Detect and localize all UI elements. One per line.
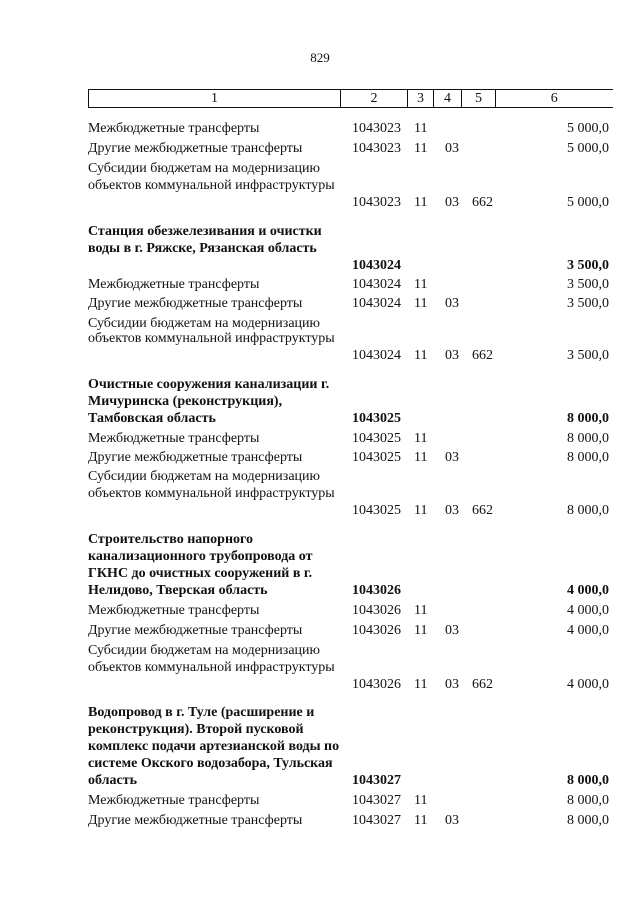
row-section: 11 [414, 503, 428, 518]
row-expense-type: 662 [472, 677, 493, 692]
row-section: 11 [414, 813, 428, 828]
column-header-6: 6 [496, 90, 613, 108]
row-amount: 8 000,0 [567, 450, 609, 465]
row-amount: 5 000,0 [567, 195, 609, 210]
row-name: Субсидии бюджетам на модернизацию объектов коммунальной инфраструктуры [88, 643, 335, 675]
row-name: Другие межбюджетные трансферты [88, 623, 303, 638]
row-section: 11 [414, 450, 428, 465]
row-code: 1043024 [352, 277, 401, 292]
row-section: 11 [414, 348, 428, 363]
row-name: Межбюджетные трансферты [88, 277, 260, 292]
row-section: 11 [414, 277, 428, 292]
row-subsection: 03 [445, 195, 459, 210]
row-code: 1043026 [352, 677, 401, 692]
row-code: 1043027 [352, 773, 401, 788]
row-expense-type: 662 [472, 195, 493, 210]
row-name: Межбюджетные трансферты [88, 603, 260, 618]
row-section: 11 [414, 141, 428, 156]
row-amount: 3 500,0 [567, 348, 609, 363]
row-section: 11 [414, 793, 428, 808]
row-amount: 5 000,0 [567, 121, 609, 136]
row-code: 1043023 [352, 141, 401, 156]
row-name: Водопровод в г. Туле (расширение и реконструкция). Второй пусковой комплекс подачи артезианской воды по системе Окского водозабора, Тульская область [88, 705, 340, 788]
row-name: Станция обезжелезивания и очистки воды в г. Ряжске, Рязанская область [88, 224, 322, 256]
row-section: 11 [414, 195, 428, 210]
row-name: Другие межбюджетные трансферты [88, 141, 303, 156]
row-amount: 3 500,0 [567, 296, 609, 311]
row-section: 11 [414, 623, 428, 638]
row-section: 11 [414, 296, 428, 311]
row-code: 1043025 [352, 450, 401, 465]
row-amount: 4 000,0 [567, 677, 609, 692]
column-header-4: 4 [434, 90, 462, 108]
row-name: Межбюджетные трансферты [88, 793, 260, 808]
row-name: Межбюджетные трансферты [88, 431, 260, 446]
row-code: 1043025 [352, 431, 401, 446]
row-subsection: 03 [445, 450, 459, 465]
row-name: Другие межбюджетные трансферты [88, 450, 303, 465]
row-code: 1043025 [352, 411, 401, 426]
row-amount: 8 000,0 [567, 431, 609, 446]
row-subsection: 03 [445, 623, 459, 638]
row-code: 1043026 [352, 623, 401, 638]
page-number: 829 [310, 50, 330, 65]
row-amount: 8 000,0 [567, 503, 609, 518]
row-amount: 8 000,0 [567, 793, 609, 808]
row-subsection: 03 [445, 503, 459, 518]
row-subsection: 03 [445, 141, 459, 156]
row-subsection: 03 [445, 296, 459, 311]
row-code: 1043027 [352, 813, 401, 828]
column-header-3: 3 [408, 90, 434, 108]
row-code: 1043026 [352, 603, 401, 618]
row-name: Субсидии бюджетам на модернизацию объектов коммунальной инфраструктуры [88, 469, 335, 501]
column-header-1: 1 [89, 90, 341, 108]
row-amount: 8 000,0 [567, 411, 609, 426]
row-section: 11 [414, 603, 428, 618]
row-subsection: 03 [445, 348, 459, 363]
row-amount: 3 500,0 [567, 258, 609, 273]
row-name: Субсидии бюджетам на модернизацию объектов коммунальной инфраструктуры [88, 161, 335, 193]
row-code: 1043025 [352, 503, 401, 518]
row-expense-type: 662 [472, 348, 493, 363]
row-amount: 3 500,0 [567, 277, 609, 292]
row-amount: 5 000,0 [567, 141, 609, 156]
row-subsection: 03 [445, 677, 459, 692]
row-section: 11 [414, 677, 428, 692]
row-name: Другие межбюджетные трансферты [88, 296, 303, 311]
row-subsection: 03 [445, 813, 459, 828]
row-amount: 8 000,0 [567, 813, 609, 828]
row-amount: 8 000,0 [567, 773, 609, 788]
row-amount: 4 000,0 [567, 583, 609, 598]
row-name: Субсидии бюджетам на модернизацию объектов коммунальной инфраструктуры [88, 316, 335, 346]
row-code: 1043024 [352, 296, 401, 311]
row-section: 11 [414, 431, 428, 446]
row-code: 1043026 [352, 583, 401, 598]
row-amount: 4 000,0 [567, 603, 609, 618]
column-header-2: 2 [341, 90, 408, 108]
column-header-5: 5 [462, 90, 496, 108]
row-code: 1043024 [352, 258, 401, 273]
row-code: 1043027 [352, 793, 401, 808]
row-name: Очистные сооружения канализации г. Мичуринска (реконструкция), Тамбовская область [88, 377, 330, 426]
row-name: Межбюджетные трансферты [88, 121, 260, 136]
row-expense-type: 662 [472, 503, 493, 518]
row-code: 1043023 [352, 195, 401, 210]
row-code: 1043023 [352, 121, 401, 136]
row-name: Строительство напорного канализационного трубопровода от ГКНС до очистных сооружений в г. Нелидово, Тверская область [88, 532, 313, 598]
row-code: 1043024 [352, 348, 401, 363]
row-section: 11 [414, 121, 428, 136]
row-amount: 4 000,0 [567, 623, 609, 638]
row-name: Другие межбюджетные трансферты [88, 813, 303, 828]
